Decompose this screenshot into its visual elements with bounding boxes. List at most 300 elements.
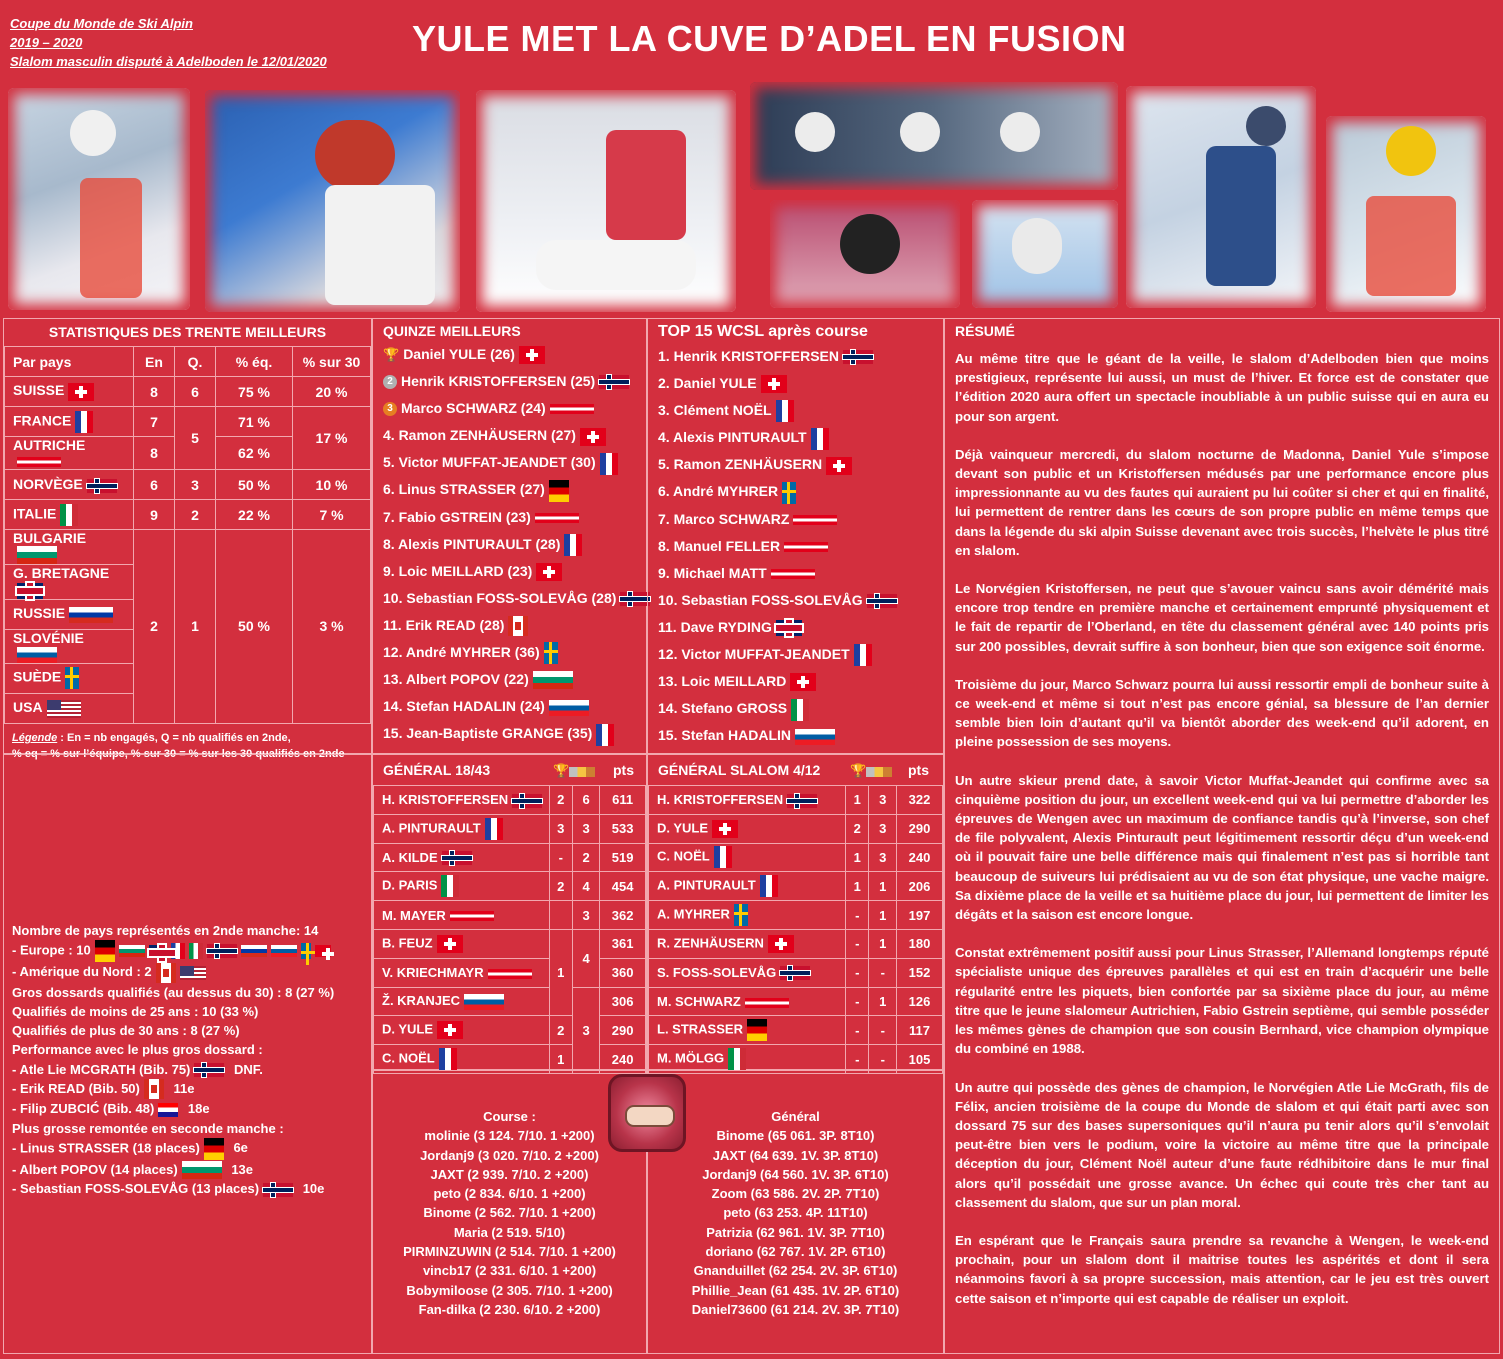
list-item: JAXT (64 639. 1V. 3P. 8T10)	[712, 1147, 879, 1163]
athlete-name: 1. Henrik KRISTOFFERSEN	[658, 348, 840, 364]
photo-strip	[0, 80, 1503, 312]
resume-paragraph: Déjà vainqueur mercredi, du slalom nocturne de Madonna, Daniel Yule s’impose devant son public et un Kristoffersen médusés par une performance encore plus impressionnante au vu des fautes qui auraient pu lui coûter si cher et qui en finalité, lui permettent de rentrer dans les cœurs de son propre public en même temps que dans la légende du ski alpin Suisse devenant avec trois succès, l’helvète le plus titré en slalom.	[955, 446, 1489, 558]
austria-flag-icon	[771, 569, 815, 579]
athlete-name: 9. Michael MATT	[658, 564, 767, 581]
cell-podiums: -	[869, 1016, 897, 1045]
list-item: Binome (65 061. 3P. 8T10)	[716, 1128, 875, 1144]
athlete-name: 14. Stefano GROSS	[658, 700, 788, 717]
table-row	[649, 843, 943, 872]
prono-general	[648, 1107, 943, 1319]
athlete-name: 8. Alexis PINTURAULT (28)	[383, 535, 561, 552]
wcsl-title: TOP 15 WCSL après course	[658, 323, 868, 340]
athlete-name: R. ZENHÄUSERN	[657, 935, 764, 951]
table-row	[649, 987, 943, 1016]
cell-q: 5	[175, 407, 216, 470]
resume-panel	[944, 318, 1500, 1354]
list-item	[383, 449, 646, 476]
athlete-name: C. NOËL	[657, 848, 710, 864]
podium-icon	[866, 767, 892, 777]
list-item: Binome (2 562. 7/10. 1 +200)	[423, 1205, 596, 1221]
athlete-name: 6. André MYHRER	[658, 483, 779, 500]
italy-flag-icon	[791, 699, 809, 721]
table-row	[649, 929, 943, 958]
general-slalom-table	[648, 785, 943, 1074]
table-row	[374, 929, 646, 958]
perf-name: - Atle Lie MCGRATH (Bib. 75)	[12, 1061, 191, 1077]
austria-flag-icon	[535, 513, 579, 523]
table-row	[374, 901, 646, 930]
sweden-flag-icon	[734, 904, 748, 926]
list-item: peto (2 834. 6/10. 1 +200)	[433, 1186, 586, 1202]
germany-flag-icon	[549, 480, 569, 502]
norway-flag-icon	[207, 944, 237, 958]
athlete-name: D. YULE	[382, 1021, 434, 1037]
athlete-name: V. KRIECHMAYR	[382, 965, 484, 981]
col-eq: % éq.	[216, 347, 293, 377]
athlete-name: 12. André MYHRER (36)	[383, 644, 540, 661]
france-flag-icon	[811, 428, 829, 450]
photo-yule-b	[1326, 116, 1486, 312]
france-flag-icon	[760, 875, 778, 897]
fact-countries: Nombre de pays représentés en 2nde manche: 14	[12, 923, 319, 938]
list-item	[383, 476, 646, 503]
cell-pts: 240	[600, 1045, 646, 1074]
cell-podiums: 6	[572, 786, 599, 815]
austria-flag-icon	[488, 969, 532, 979]
table-row	[374, 786, 646, 815]
france-flag-icon	[776, 400, 794, 422]
list-item	[383, 531, 646, 558]
athlete-name: A. PINTURAULT	[382, 820, 481, 836]
country-name: SUÈDE	[13, 669, 62, 686]
country-name: SLOVÉNIE	[13, 629, 84, 646]
france-flag-icon	[714, 846, 732, 868]
resume-paragraph: Un autre skieur prend date, à savoir Victor Muffat-Jeandet qui confirme avec sa cinquième position du jour, un excellent week-end qui va lui permettre d’aborder les épreuves de Wengen avec un maximum de confiance tandis qu’à l’inverse, son chef de file polyvalent, Alexis Pinturault peut légitimement ressortir déçu d’un week-end où il pouvait faire une belle différence mais qui finalement n’est pas si horrible tant beaucoup de suiveurs lui prédisaient au vu de son état physique, une vache maigre. Sa dixième place de la veille et sa huitième place du jour, lui permettent de limiter les dégâts et la saison est encore longue.	[955, 772, 1489, 923]
perf-result: DNF.	[234, 1061, 263, 1077]
norway-flag-icon	[512, 794, 542, 808]
photo-strasser	[972, 200, 1118, 308]
cell-pts: 306	[600, 987, 646, 1016]
cell-en: 6	[134, 470, 175, 500]
bulgaria-flag-icon	[533, 671, 573, 689]
facts-block	[12, 921, 334, 1199]
gb-flag-icon	[149, 945, 167, 957]
list-item: peto (63 253. 4P. 11T10)	[723, 1205, 868, 1221]
list-item	[658, 641, 943, 668]
col-s30: % sur 30	[293, 347, 371, 377]
italy-flag-icon	[60, 504, 78, 526]
country-name: AUTRICHE	[13, 437, 86, 453]
norway-flag-icon	[867, 594, 897, 608]
cell-pts: 519	[600, 843, 646, 872]
list-item	[383, 639, 646, 666]
gb-flag-icon	[776, 620, 802, 636]
fact-europe	[12, 940, 334, 962]
cell-pts: 611	[600, 786, 646, 815]
swiss-flag-icon	[712, 820, 738, 838]
list-item	[383, 395, 646, 422]
swiss-flag-icon	[826, 457, 852, 475]
resume-title: RÉSUMÉ	[955, 323, 1015, 339]
prono-general-panel	[647, 1070, 944, 1354]
cell-q: 2	[175, 500, 216, 530]
list-item	[658, 451, 943, 478]
cell-podiums: 3	[869, 814, 897, 843]
slovenia-flag-icon	[271, 945, 297, 957]
photo-yule	[8, 88, 190, 310]
cell-wins: 2	[549, 786, 572, 815]
event-line-1: Coupe du Monde de Ski Alpin	[10, 16, 193, 31]
cell-q: 3	[175, 470, 216, 500]
perf-result: 18e	[187, 1101, 210, 1117]
list-item: Zoom (63 586. 2V. 2P. 7T10)	[711, 1186, 880, 1202]
list-item	[12, 1160, 334, 1180]
table-row	[374, 814, 646, 843]
col-country: Par pays	[5, 347, 134, 377]
slovenia-flag-icon	[795, 729, 835, 745]
list-item	[383, 341, 646, 368]
cell-wins: -	[846, 901, 869, 930]
athlete-name: A. MYHRER	[657, 906, 730, 922]
athlete-name: A. KILDE	[382, 849, 438, 865]
list-item: Gnanduillet (62 254. 2V. 3P. 6T10)	[693, 1263, 898, 1279]
russia-flag-icon	[241, 945, 267, 957]
cell-en: 8	[134, 437, 175, 470]
list-item	[658, 668, 943, 695]
norway-flag-icon	[87, 479, 117, 493]
athlete-name: B. FEUZ	[382, 935, 433, 951]
perf-name: - Erik READ (Bib. 50)	[12, 1080, 140, 1096]
table-row	[374, 958, 646, 987]
canada-flag-icon	[156, 963, 176, 983]
cell-pts: 533	[600, 814, 646, 843]
list-item	[383, 422, 646, 449]
cell-podiums: 3	[572, 814, 599, 843]
cell-wins: 1	[846, 843, 869, 872]
cell-pts: 105	[897, 1045, 943, 1074]
table-row	[649, 872, 943, 901]
austria-flag-icon	[745, 998, 789, 1008]
athlete-name: Daniel YULE (26)	[403, 346, 515, 362]
swiss-flag-icon	[761, 375, 787, 393]
list-item	[12, 1060, 334, 1079]
athlete-name: 2. Daniel YULE	[658, 375, 757, 392]
cell-pts: 362	[600, 901, 646, 930]
wcsl-panel	[647, 318, 944, 754]
list-item	[658, 506, 943, 533]
cell-podiums: 3	[869, 843, 897, 872]
cell-pts: 180	[897, 929, 943, 958]
austria-flag-icon	[550, 404, 594, 414]
athlete-name: Ž. KRANJEC	[382, 993, 461, 1009]
list-item	[658, 424, 943, 451]
cell-wins: 3	[549, 814, 572, 843]
austria-flag-icon	[450, 911, 494, 921]
climb-name: - Linus STRASSER (18 places)	[12, 1140, 200, 1156]
cell-podiums: -	[869, 1045, 897, 1074]
athlete-name: 4. Alexis PINTURAULT	[658, 429, 807, 446]
country-name: FRANCE	[13, 412, 72, 429]
general-slalom-header	[648, 755, 943, 785]
stats-panel	[3, 318, 372, 760]
croatia-flag-icon	[158, 1103, 178, 1117]
cell-podiums: 2	[572, 843, 599, 872]
country-name: USA	[13, 699, 43, 716]
athlete-name: M. MAYER	[382, 907, 446, 923]
swiss-flag-icon	[315, 945, 331, 957]
general-title: GÉNÉRAL 18/43	[383, 762, 491, 778]
resume-paragraph: Le Norvégien Kristoffersen, ne peut que s’avouer vaincu sans avoir démérité mais encore trop tendre en première manche et certainement emprunté physiquement et le fait de repartir de l’Oberland, en tête du classement général avec 140 points pris sur 200 possibles, devrait suffire à son bonheur, bien que son exigence soit énorme.	[955, 581, 1489, 654]
list-item	[658, 587, 943, 614]
list-item	[383, 612, 646, 639]
resume-paragraph: Au même titre que le géant de la veille, le slalom d’Adelboden bien que moins prestigieux, représente lui aussi, un must de l’hiver. Et force est de constater que l’édition 2020 aura offert un spectacle inoubliable à un public suisse qui en aura eu pour son argent.	[955, 351, 1489, 424]
norway-flag-icon	[263, 1183, 293, 1197]
table-row	[649, 786, 943, 815]
country-name: RUSSIE	[13, 605, 66, 622]
prono-course	[373, 1107, 646, 1319]
list-item: molinie (3 124. 7/10. 1 +200)	[424, 1128, 595, 1144]
france-flag-icon	[485, 818, 503, 840]
cell-en: 7	[134, 407, 175, 437]
general-header	[373, 755, 646, 785]
cell-wins: 2	[549, 872, 572, 901]
cell-en: 8	[134, 377, 175, 407]
france-flag-icon	[854, 644, 872, 666]
austria-flag-icon	[784, 542, 828, 552]
wcsl-list	[658, 343, 943, 749]
cell-pts: 290	[897, 814, 943, 843]
athlete-name: D. PARIS	[382, 877, 438, 893]
cell-en: 9	[134, 500, 175, 530]
france-flag-icon	[600, 453, 618, 475]
table-row	[374, 987, 646, 1016]
cell-s30: 7 %	[293, 500, 371, 530]
cell-wins: 2	[846, 814, 869, 843]
slovenia-flag-icon	[17, 647, 57, 663]
cell-podiums: 1	[869, 901, 897, 930]
athlete-name: H. KRISTOFFERSEN	[382, 792, 509, 808]
athlete-name: A. PINTURAULT	[657, 877, 756, 893]
athlete-name: 3. Clément NOËL	[658, 402, 772, 419]
cell-eq: 50 %	[216, 530, 293, 724]
france-flag-icon	[596, 724, 614, 746]
fact-over30: Qualifiés de plus de 30 ans : 8 (27 %)	[12, 1023, 240, 1039]
athlete-name: 13. Albert POPOV (22)	[383, 671, 529, 688]
resume-body	[955, 349, 1489, 1308]
cell-wins: 1	[846, 872, 869, 901]
cell-pts: 117	[897, 1016, 943, 1045]
cell-eq: 50 %	[216, 470, 293, 500]
trophy-icon: 🏆	[553, 763, 570, 778]
athlete-name: 5. Ramon ZENHÄUSERN	[658, 456, 823, 473]
austria-flag-icon	[793, 515, 837, 525]
country-name: G. BRETAGNE	[13, 565, 110, 582]
cell-wins: -	[846, 1016, 869, 1045]
norway-flag-icon	[442, 851, 472, 865]
swiss-flag-icon	[437, 935, 463, 953]
cell-podiums: 4	[572, 872, 599, 901]
slovenia-flag-icon	[549, 700, 589, 716]
list-item: Maria (2 519. 5/10)	[453, 1224, 566, 1240]
climb-name: - Albert POPOV (14 places)	[12, 1161, 178, 1177]
norway-flag-icon	[599, 375, 629, 389]
legend-text: : En = nb engagés, Q = nb qualifiés en 2nde,	[57, 731, 291, 744]
legend-text-2: % eq = % sur l’équipe, % sur 30 = % sur les 30 qualifiés en 2nde	[12, 747, 345, 760]
cell-wins: 1	[549, 929, 572, 1015]
athlete-name: 13. Loic MEILLARD	[658, 673, 787, 690]
cell-eq: 22 %	[216, 500, 293, 530]
list-item	[658, 343, 943, 370]
list-item	[658, 533, 943, 560]
list-item	[383, 585, 646, 612]
facts-panel	[3, 754, 372, 1354]
list-item	[658, 397, 943, 424]
fact-namerica	[12, 962, 334, 983]
cell-wins: -	[846, 987, 869, 1016]
perf-list	[12, 1060, 334, 1119]
bronze-medal-icon: 3	[383, 402, 397, 416]
prono-course-panel	[372, 1070, 647, 1354]
perf-result: 11e	[173, 1080, 195, 1096]
list-item	[383, 720, 646, 747]
cell-pts: 197	[897, 901, 943, 930]
cell-pts: 361	[600, 929, 646, 958]
event-line-2: 2019 – 2020	[10, 35, 83, 50]
general-panel	[372, 754, 647, 1070]
cell-s30: 17 %	[293, 407, 371, 470]
list-item: vincb17 (2 331. 6/10. 1 +200)	[422, 1263, 597, 1279]
country-name: BULGARIE	[13, 530, 87, 546]
sweden-flag-icon	[544, 642, 558, 664]
fact-climb-title: Plus grosse remontée en seconde manche :	[12, 1120, 284, 1136]
cell-pts: 454	[600, 872, 646, 901]
pts-label: pts	[613, 762, 634, 778]
genprono-list	[648, 1126, 943, 1319]
cell-en: 2	[134, 530, 175, 724]
cell-pts: 322	[897, 786, 943, 815]
prono-general-title: Général	[771, 1109, 820, 1124]
norway-flag-icon	[780, 966, 810, 980]
resume-paragraph: Troisième du jour, Marco Schwarz pourra lui aussi ressortir empli de bonheur suite à ce week-end et même si tout n’est pas encore génial, sa blessure de l’an dernier semble bien loin d’autant qu’il va bientôt aborder des week-end qu’il adorent, en pleine possession de ses moyens.	[955, 676, 1489, 750]
cell-eq: 75 %	[216, 377, 293, 407]
table-row	[5, 530, 371, 565]
list-item	[658, 695, 943, 722]
athlete-name: 10. Sebastian FOSS-SOLEVÅG (28)	[383, 589, 617, 606]
table-row	[374, 843, 646, 872]
athlete-name: 15. Stefan HADALIN	[658, 727, 792, 744]
cell-q: 1	[175, 530, 216, 724]
legend-label: Légende	[12, 731, 58, 744]
cell-podiums: 4	[572, 929, 599, 987]
list-item	[658, 478, 943, 505]
list-item: doriano (62 767. 1V. 2P. 6T10)	[705, 1244, 886, 1260]
france-flag-icon	[564, 534, 582, 556]
cell-s30: 20 %	[293, 377, 371, 407]
list-item	[12, 1099, 334, 1118]
list-item: Daniel73600 (61 214. 2V. 3P. 7T10)	[691, 1301, 900, 1317]
general-slalom-panel	[647, 754, 944, 1070]
country-name: NORVÈGE	[13, 476, 83, 493]
perf-name: - Filip ZUBCIĆ (Bib. 48)	[12, 1101, 155, 1117]
cell-podiums: 1	[869, 872, 897, 901]
sweden-flag-icon	[301, 943, 311, 959]
handshake-icon	[608, 1074, 686, 1152]
list-item: Bobymiloose (2 305. 7/10. 1 +200)	[406, 1282, 613, 1298]
top15-list	[383, 341, 646, 747]
col-en: En	[134, 347, 175, 377]
athlete-name: S. FOSS-SOLEVÅG	[657, 964, 777, 980]
climb-result: 10e	[302, 1181, 325, 1197]
athlete-name: 14. Stefan HADALIN (24)	[383, 698, 545, 715]
athlete-name: M. MÖLGG	[657, 1050, 725, 1066]
table-row	[5, 470, 371, 500]
athlete-name: 9. Loic MEILLARD (23)	[383, 562, 533, 579]
italy-flag-icon	[728, 1048, 746, 1070]
climb-list	[12, 1138, 334, 1199]
athlete-name: Marco SCHWARZ (24)	[401, 400, 546, 417]
list-item	[658, 722, 943, 749]
slovenia-flag-icon	[464, 994, 504, 1010]
bulgaria-flag-icon	[17, 546, 57, 564]
cell-pts: 240	[897, 843, 943, 872]
list-item	[12, 1138, 334, 1160]
cell-wins: -	[549, 843, 572, 872]
stats-header-row	[5, 347, 371, 377]
italy-flag-icon	[441, 875, 459, 897]
country-name: SUISSE	[13, 382, 65, 399]
top15-title: QUINZE MEILLEURS	[383, 323, 521, 339]
cell-pts: 206	[897, 872, 943, 901]
photo-muffat-jeandet	[770, 200, 960, 308]
table-row	[5, 500, 371, 530]
swiss-flag-icon	[519, 346, 545, 364]
photo-kristoffersen	[205, 90, 460, 312]
swiss-flag-icon	[437, 1021, 463, 1039]
athlete-name: 12. Victor MUFFAT-JEANDET	[658, 646, 850, 663]
fact-perf-title: Performance avec le plus gros dossard :	[12, 1042, 263, 1058]
list-item: JAXT (2 939. 7/10. 2 +200)	[430, 1166, 589, 1182]
france-flag-icon	[75, 411, 93, 433]
event-info	[10, 14, 327, 71]
cell-pts: 126	[897, 987, 943, 1016]
bulgaria-flag-icon	[119, 945, 145, 957]
fact-namerica-text: - Amérique du Nord : 2	[12, 964, 152, 980]
table-row	[5, 377, 371, 407]
athlete-name: 15. Jean-Baptiste GRANGE (35)	[383, 725, 593, 742]
country-name: ITALIE	[13, 505, 57, 522]
athlete-name: Henrik KRISTOFFERSEN (25)	[401, 373, 596, 390]
list-item	[658, 560, 943, 587]
course-list	[373, 1126, 646, 1319]
usa-flag-icon	[180, 966, 206, 980]
gb-flag-icon	[17, 583, 43, 599]
athlete-name: 11. Erik READ (28)	[383, 616, 505, 633]
climb-result: 6e	[233, 1140, 248, 1156]
list-item	[12, 1079, 334, 1100]
norway-flag-icon	[194, 1063, 224, 1077]
germany-flag-icon	[747, 1019, 767, 1041]
russia-flag-icon	[69, 607, 113, 623]
list-item	[383, 504, 646, 531]
list-item: PIRMINZUWIN (2 514. 7/10. 1 +200)	[403, 1244, 616, 1260]
list-item	[12, 1179, 334, 1198]
athlete-name: 8. Manuel FELLER	[658, 537, 781, 554]
cell-wins: -	[846, 958, 869, 987]
canada-flag-icon	[144, 1079, 164, 1099]
sweden-flag-icon	[782, 482, 796, 504]
photo-gates	[1126, 86, 1316, 308]
stats-title: STATISTIQUES DES TRENTE MEILLEURS	[48, 324, 327, 340]
